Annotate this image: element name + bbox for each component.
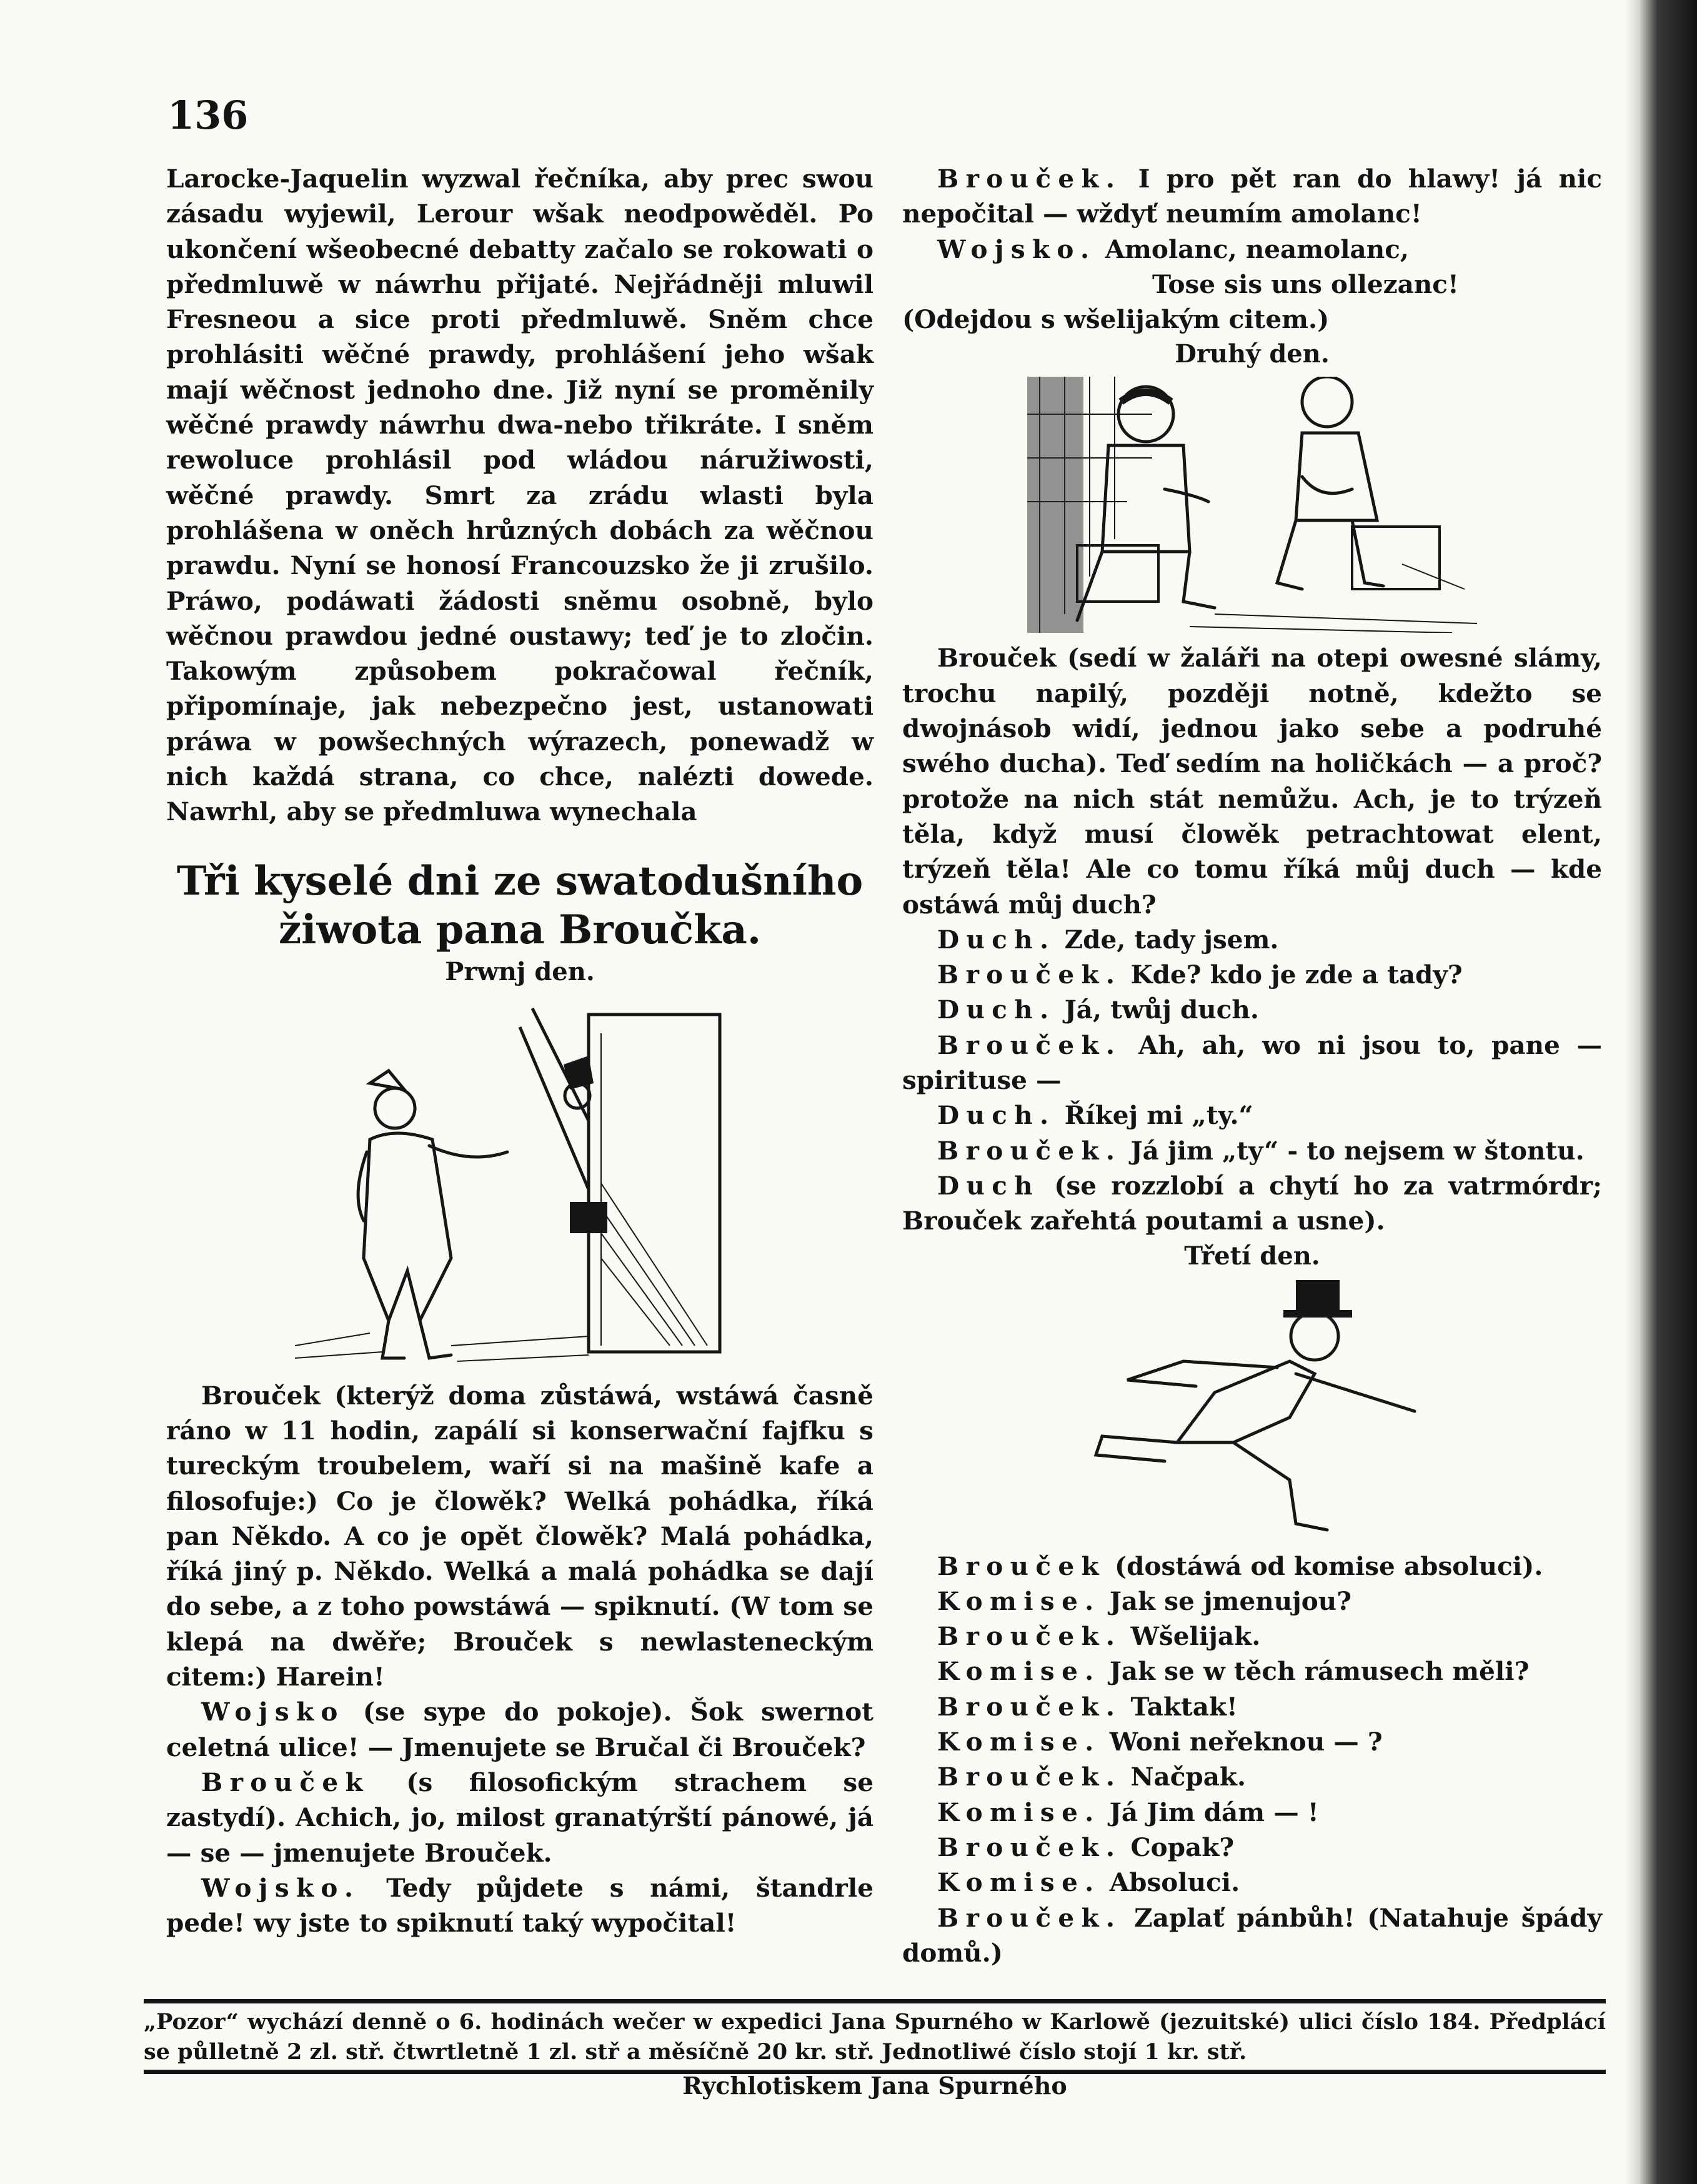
speaker-label: Duch [937,1170,1040,1201]
speaker-label: Brouček. [937,1691,1122,1722]
dialogue-text: Woni neřeknou — ? [1109,1727,1383,1757]
dialogue-text: Říkej mi „ty.“ [1064,1100,1253,1131]
stage-direction: (Odejdou s wšelijakým citem.) [902,304,1330,335]
left-column [166,161,873,1940]
speaker-label: Brouček. [937,1621,1122,1652]
dialogue-text: (se rozzlobí a chytí ho za vatrmórdr; Brouček zařehtá poutami a usne). [902,1170,1602,1236]
dialogue-text: Ah, ah, wo ni jsou to, pane — spirituse — [902,1030,1602,1096]
right-column [902,161,1602,1970]
dialogue-text: I pro pět ran do hlawy! já nic nepočital — wždyť neumím amolanc! [902,164,1602,229]
dialogue-line [902,1865,1602,1900]
dialogue-wojsko-verse [902,232,1602,267]
dialogue-broucek-reply [166,1765,873,1870]
dialogue-line [902,1168,1602,1239]
dialogue-line [902,1900,1602,1971]
dialogue-text: Copak? [1130,1832,1235,1862]
speaker-label: Brouček [201,1767,370,1797]
dialogue-line [902,922,1602,957]
dialogue-text: Tedy půjdete s námi, štandrle pede! wy jste to spiknutí taký wypočital! [166,1872,873,1938]
dialogue-text: Jak se jmenujou? [1109,1586,1351,1616]
speaker-label: Wojsko. [201,1872,361,1903]
illustration-soldiers-at-door [295,996,745,1371]
speaker-label: Brouček. [937,960,1122,990]
dialogue-text: (se sype do pokoje). Šok swernot celetná ulice! — Jmenujete se Bručal či Brouček? [166,1697,873,1762]
speaker-label: Komise. [937,1586,1101,1616]
dialogue-line [902,1584,1602,1619]
dialogue-text: Jak se w těch rámusech měli? [1109,1656,1530,1687]
dialogue-text: Absoluci. [1109,1867,1240,1898]
dialogue-text: Taktak! [1130,1691,1238,1722]
speaker-label: Komise. [937,1727,1101,1757]
speaker-label: Brouček. [937,1902,1122,1933]
dialogue-line [902,1098,1602,1133]
speaker-label: Komise. [937,1867,1101,1898]
speaker-label: Brouček. [937,1030,1122,1060]
day-two-heading: Druhý den. [1175,339,1330,369]
story-headline: Tři kyselé dni ze swatodušního žiwota pana Broučka. [176,857,863,953]
dialogue-text: Načpak. [1130,1762,1247,1792]
dialogue-line [902,1654,1602,1689]
dialogue-line [902,1759,1602,1794]
dialogue-line [902,992,1602,1027]
speaker-label: Brouček [937,1551,1106,1581]
dialogue-text: Já, twůj duch. [1064,995,1259,1025]
page-number: 136 [167,92,249,138]
dialogue-text: (s filosofickým strachem se zastydí). Achich, jo, milost granatýrští pánowé, já — se — jmenujete Brouček. [166,1767,873,1868]
speaker-label: Brouček. [937,1135,1122,1166]
dialogue-wojsko-arrest [166,1870,873,1941]
monologue-paragraph: Brouček (kterýž doma zůstáwá, wstáwá časně ráno w 11 hodin, zapálí si konserwační fajfku s tureckým troubelem, waří si na mašině kafe a filosofuje:) Co je člowěk? Welká pohádka, říká pan Někdo. A co je opět člowěk? Malá pohádka, říká jiný p. Někdo. Welká a malá pohádka se dají do sebe, a z toho powstáwá — spiknutí. (W tom se klepá na dwěře; Brouček s newlasteneckým citem:) Harein! [166,1380,873,1692]
dialogue-line [902,1028,1602,1098]
debate-report: Larocke-Jaquelin wyzwal řečníka, aby prec swou zásadu wyjewil, Lerour wšak neodpowěděl. Po ukončení wšeobecné debatty začalo se rokowati o předmluwě w náwrhu přijaté. Nejřádněji mluwil Fresneou a sice proti předmluwě. Sněm chce prohlásiti wěčné prawdy, prohlášení jeho wšak mají wěčnost jednoho dne. Již nyní se proměnily wěčné prawdy náwrhu dwa-nebo třikráte. I sněm rewoluce prohlásil pod wládou náružiwosti, wěčné prawdy. Smrt za zrádu wlasti byla prohlášena w oněch hrůzných dobách za wěčnou prawdu. Nyní se honosí Francouzsko že ji zrušilo. Práwo, podáwati žádosti sněmu osobně, bylo wěčnou prawdou jedné oustawy; teď je to zločin. Takowým způsobem pokračowal řečník, připomínaje, jak nebezpečno jest, ustanowati práwa w powšechných wýrazech, ponewadž w nich každá strana, co chce, nalézti dowede. Nawrhl, aby se předmluwa wynechala [166,164,873,827]
publication-notice: „Pozor“ wychází denně o 6. hodinách wečer w expedici Jana Spurného w Karlowě (jezuitské) ulici číslo 184. Předplácí se půlletně 2 zl. stř. čtwrtletně 1 zl. stř a měsíčně 20 kr. stř. Jednotliwé číslo stojí 1 kr. stř. [144,1999,1606,2074]
dialogue-text: Zaplať pánbůh! (Natahuje špády domů.) [902,1902,1602,1968]
dialogue-line [902,1133,1602,1168]
verse-line: Tose sis uns ollezanc! [1152,269,1459,299]
speaker-label: Brouček. [937,164,1122,194]
dialogue-text: Amolanc, neamolanc, [1105,234,1409,264]
speaker-label: Brouček. [937,1832,1122,1862]
dialogue-broucek-protest [902,161,1602,232]
dialogue-text: Wšelijak. [1130,1621,1261,1652]
speaker-label: Wojsko [201,1697,345,1727]
dialogue-text: Kde? kdo je zde a tady? [1130,960,1463,990]
day-three-heading: Třetí den. [1184,1241,1320,1271]
day-one-heading: Prwnj den. [445,956,595,986]
page-edge [1625,0,1697,2184]
dialogue-text: Zde, tady jsem. [1064,924,1279,955]
dialogue-text: Já jim „ty“ - to nejsem w štontu. [1130,1135,1585,1166]
speaker-label: Komise. [937,1656,1101,1687]
speaker-label: Duch. [937,924,1056,955]
dialogue-text: Já Jim dám — ! [1109,1797,1319,1827]
illustration-prison-cell [1027,377,1477,633]
illustration-running-man [1090,1274,1440,1549]
speaker-label: Brouček. [937,1762,1122,1792]
speaker-label: Wojsko. [937,234,1097,264]
dialogue-line [902,1549,1602,1584]
speaker-label: Duch. [937,995,1056,1025]
dialogue-line [902,1795,1602,1830]
dialogue-text: (dostáwá od komise absoluci). [1115,1551,1543,1581]
cell-monologue: Brouček (sedí w žaláři na otepi owesné slámy, trochu napilý, později notně, kdežto se dwojnásob widí, jednou jako sebe a podruhé swého ducha). Teď sedím na holičkách — a proč? protože na nich stát nemůžu. Ach, je to trýzeň těla, když musí člowěk petrachtowat elent, trýzeň těla! Ale co tomu říká můj duch — kde ostáwá můj duch? [902,643,1602,920]
dialogue-line [902,1724,1602,1759]
printer-imprint: Rychlotiskem Jana Spurného [682,2072,1067,2100]
speaker-label: Duch. [937,1100,1056,1131]
speaker-label: Komise. [937,1797,1101,1827]
dialogue-line [902,1619,1602,1654]
dialogue-line [902,1830,1602,1865]
dialogue-wojsko-entry [166,1694,873,1765]
dialogue-line [902,1689,1602,1724]
dialogue-line [902,957,1602,992]
